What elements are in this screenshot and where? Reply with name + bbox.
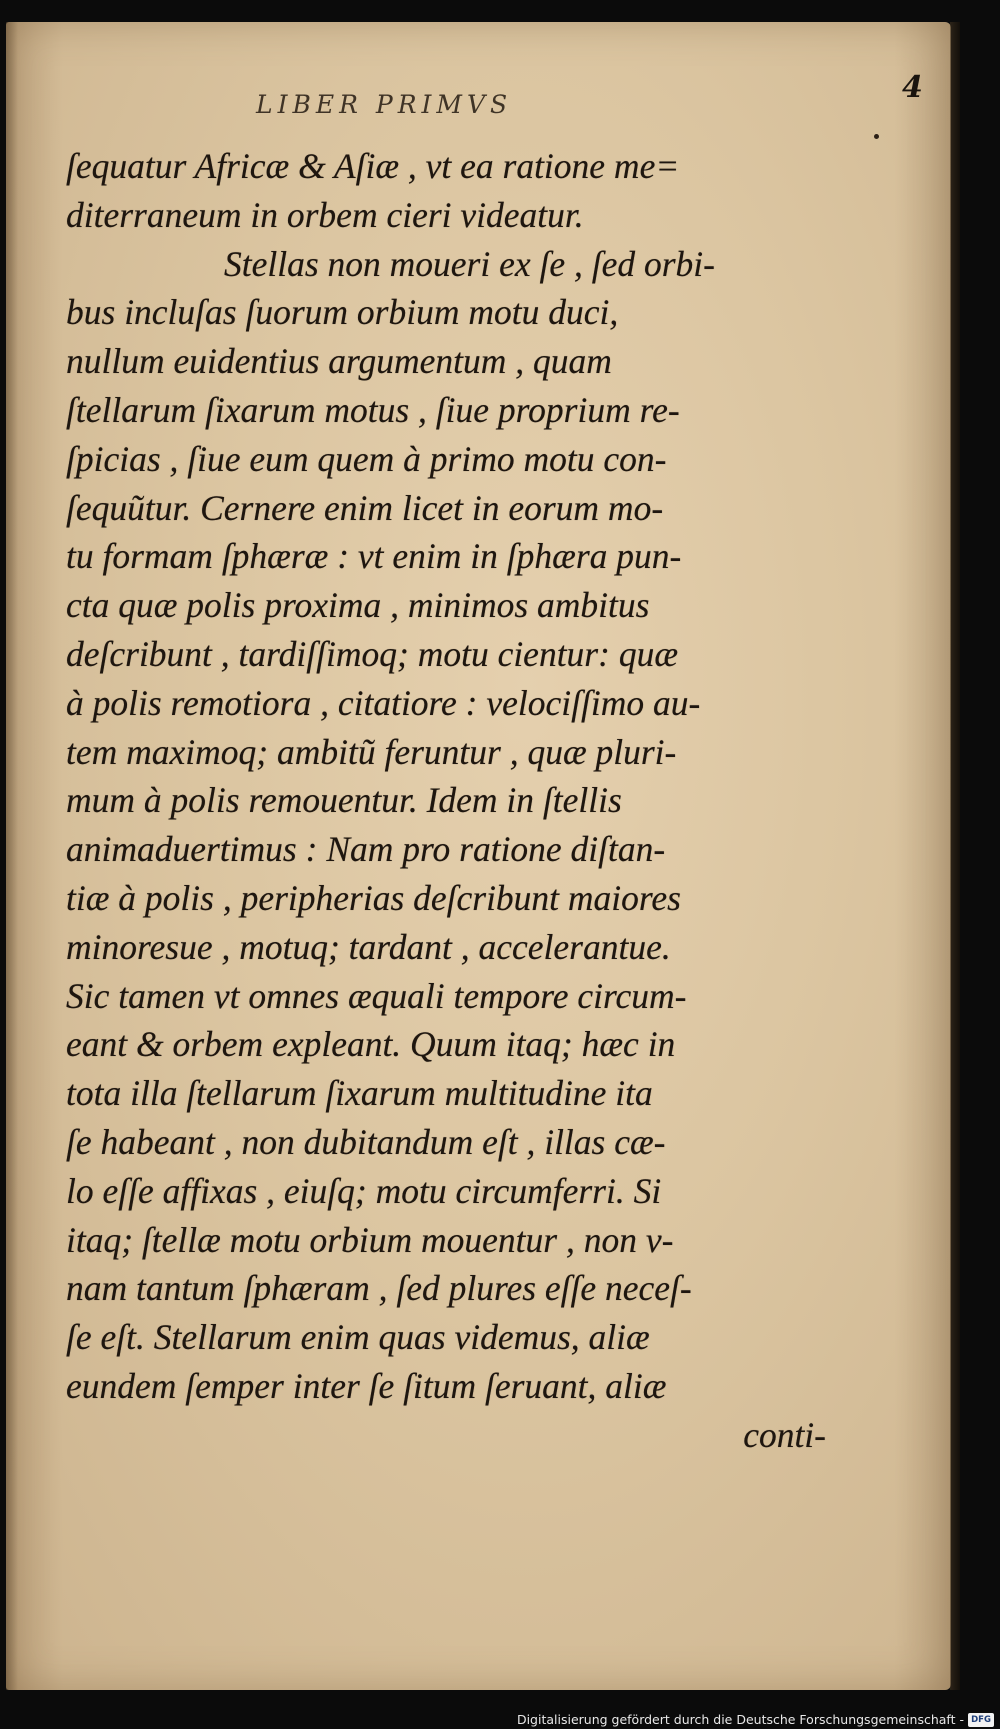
text-line: mum à polis remouentur. Idem in ſtellis [66, 780, 622, 821]
running-head: LIBER PRIMVS [256, 90, 513, 119]
text-line: ſe eſt. Stellarum enim quas videmus, aliæ [66, 1317, 650, 1358]
text-line: bus incluſas ſuorum orbium motu duci, [66, 292, 619, 333]
book-page [6, 22, 951, 1690]
ink-speck [874, 134, 879, 139]
text-line: Stellas non moueri ex ſe , ſed orbi- [224, 243, 715, 284]
text-line: eant & orbem expleant. Quum itaq; hæc in [66, 1024, 676, 1065]
text-line: ſpicias , ſiue eum quem à primo motu con- [66, 438, 667, 479]
dfg-logo [968, 1713, 994, 1727]
digitization-credit: Digitalisierung gefördert durch die Deutsche Forschungsgemeinschaft - [516, 1712, 964, 1727]
text-line: Sic tamen vt omnes æquali tempore circum- [66, 975, 687, 1016]
folio-number: 4 [902, 70, 923, 105]
text-line: ſequatur Africæ & Aſiæ , vt ea ratione me= [66, 146, 680, 186]
body-text [66, 142, 826, 1460]
text-line: lo eſſe affixas , eiuſq; motu circumferri. Si [66, 1170, 662, 1211]
text-line: nam tantum ſphæram , ſed plures eſſe neceſ- [66, 1268, 692, 1309]
text-line: nullum euidentius argumentum , quam [66, 341, 612, 382]
page-edge-shadow [950, 22, 960, 1690]
text-line: à polis remotiora , citatiore : velociſſimo au- [66, 682, 701, 723]
text-line: tu formam ſphæræ : vt enim in ſphæra pun- [66, 536, 682, 577]
text-line: tem maximoq; ambitũ feruntur , quæ pluri- [66, 731, 677, 772]
text-line: ſe habeant , non dubitandum eſt , illas cæ- [66, 1121, 666, 1162]
text-line: animaduertimus : Nam pro ratione diſtan- [66, 829, 666, 870]
text-line: eundem ſemper inter ſe ſitum ſeruant, aliæ [66, 1365, 667, 1406]
text-line: ſtellarum ſixarum motus , ſiue proprium re- [66, 389, 680, 430]
text-line: itaq; ſtellæ motu orbium mouentur , non v- [66, 1219, 674, 1260]
catchword: conti- [743, 1414, 826, 1455]
text-line: cta quæ polis proxima , minimos ambitus [66, 585, 650, 626]
text-line: minoresue , motuq; tardant , accelerantue. [66, 926, 671, 967]
text-line: tiæ à polis , peripherias deſcribunt maiores [66, 877, 681, 918]
dfg-logo-text: DFG [971, 1715, 991, 1725]
text-line: deſcribunt , tardiſſimoq; motu cientur: quæ [66, 633, 678, 674]
text-line: tota illa ſtellarum ſixarum multitudine ita [66, 1073, 653, 1114]
text-line: ſequũtur. Cernere enim licet in eorum mo- [66, 487, 664, 528]
text-line: diterraneum in orbem cieri videatur. [66, 194, 584, 235]
